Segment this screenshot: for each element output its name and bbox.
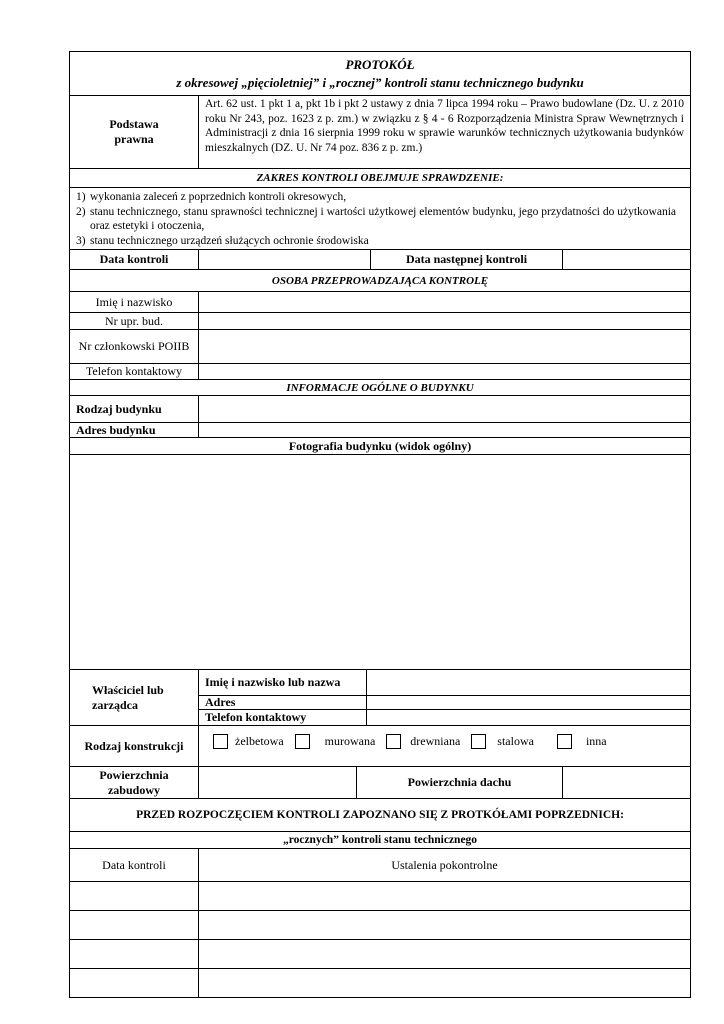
legal-basis-label: Podstawa prawna <box>70 96 199 168</box>
owner-block <box>70 670 690 726</box>
previous-heading: PRZED ROZPOCZĘCIEM KONTROLI ZAPOZNANO SIĘ Z PROTKÓŁAMI POPRZEDNICH: <box>136 809 624 821</box>
checkbox-inna[interactable] <box>557 734 572 749</box>
prev-date-cell[interactable] <box>70 882 199 910</box>
scope-heading: ZAKRES KONTROLI OBEJMUJE SPRAWDZENIE: <box>256 172 504 184</box>
table-row <box>70 911 690 940</box>
roof-area-label: Powierzchnia dachu <box>357 767 563 798</box>
inspector-heading: OSOBA PRZEPROWADZAJĄCA KONTROLĘ <box>271 274 489 287</box>
building-heading: INFORMACJE OGÓLNE O BUDYNKU <box>286 381 474 394</box>
col-control-date: Data kontroli <box>70 849 199 881</box>
table-row <box>70 969 690 998</box>
inspector-name-row <box>70 292 690 313</box>
building-address-label: Adres budynku <box>70 423 199 437</box>
prev-findings-cell[interactable] <box>199 882 690 910</box>
building-type-field[interactable] <box>199 396 690 422</box>
inspector-license-field[interactable] <box>199 313 690 329</box>
built-area-label: Powierzchnia zabudowy <box>70 767 199 798</box>
photo-heading-row <box>70 438 690 455</box>
next-control-date-field[interactable] <box>563 250 690 269</box>
building-address-field[interactable] <box>199 423 690 437</box>
inspection-protocol-form <box>69 51 691 998</box>
inspector-member-field[interactable] <box>199 330 690 363</box>
previous-table-header <box>70 849 690 882</box>
list-item: 1) wykonania zaleceń z poprzednich kontroli okresowych, <box>76 191 347 203</box>
prev-date-cell[interactable] <box>70 940 199 968</box>
control-date-field[interactable] <box>199 250 371 269</box>
scope-list <box>70 188 690 250</box>
inspector-phone-row <box>70 364 690 380</box>
legal-basis-text: Art. 62 ust. 1 pkt 1 a, pkt 1b i pkt 2 ustawy z dnia 7 lipca 1994 roku – Prawo budowlane (Dz. U. z 2010 roku Nr 243, poz. 1623 z p. zm.) w związku z § 4 - 6 Rozporządzenia Ministra Spraw Wewnętrznych i Administracji z dnia 16 sierpnia 1999 roku w sprawie warunków technicznych użytkowania budynków mieszkalnych (DZ. U. Nr 74 poz. 836 z p. zm.) <box>205 98 684 154</box>
previous-subheading: „rocznych” kontroli stanu technicznego <box>282 834 478 846</box>
photo-heading: Fotografia budynku (widok ogólny) <box>288 438 472 453</box>
inspector-license-label: Nr upr. bud. <box>70 313 199 329</box>
inspector-name-label: Imię i nazwisko <box>70 292 199 312</box>
building-address-row <box>70 423 690 438</box>
inspector-license-row <box>70 313 690 330</box>
owner-name-field[interactable] <box>367 670 690 695</box>
protocol-subtitle: z okresowej „pięcioletniej” i „rocznej” kontroli stanu technicznego budynku <box>176 74 584 90</box>
roof-area-field[interactable] <box>563 767 690 798</box>
checkbox-zelbetowa[interactable] <box>213 734 228 749</box>
inspector-member-row <box>70 330 690 364</box>
dates-row <box>70 250 690 270</box>
building-heading-row <box>70 380 690 396</box>
construction-row: Rodzaj konstrukcji żelbetowa murowana drewniana stalowa inna <box>70 726 690 767</box>
previous-heading-row <box>70 799 690 832</box>
owner-phone-field[interactable] <box>367 710 690 725</box>
protocol-title: PROTOKÓŁ <box>345 56 415 72</box>
owner-address-field[interactable] <box>367 696 690 709</box>
inspector-member-label: Nr członkowski POIIB <box>70 330 199 363</box>
inspector-name-field[interactable] <box>199 292 690 312</box>
prev-date-cell[interactable] <box>70 969 199 997</box>
legal-basis-row <box>70 96 690 169</box>
previous-subheading-row <box>70 832 690 849</box>
scope-heading-row <box>70 169 690 188</box>
prev-date-cell[interactable] <box>70 911 199 939</box>
checkbox-stalowa[interactable] <box>471 734 486 749</box>
protocol-header <box>70 52 690 96</box>
inspector-heading-row <box>70 270 690 292</box>
table-row <box>70 882 690 911</box>
inspector-phone-field[interactable] <box>199 364 690 379</box>
prev-findings-cell[interactable] <box>199 940 690 968</box>
owner-name-label: Imię i nazwisko lub nazwa <box>199 670 367 695</box>
owner-address-label: Adres <box>199 696 367 709</box>
built-area-field[interactable] <box>199 767 357 798</box>
construction-label: Rodzaj konstrukcji <box>70 726 199 766</box>
col-findings: Ustalenia pokontrolne <box>391 857 498 872</box>
owner-label: Właściciel lub zarządca <box>70 670 199 725</box>
areas-row <box>70 767 690 799</box>
control-date-label: Data kontroli <box>70 250 199 269</box>
owner-phone-label: Telefon kontaktowy <box>199 710 367 725</box>
checkbox-drewniana[interactable] <box>386 734 401 749</box>
list-item: 3) stanu technicznego urządzeń służących ochronie środowiska <box>76 234 369 247</box>
next-control-date-label: Data następnej kontroli <box>371 250 563 269</box>
checkbox-murowana[interactable] <box>295 734 310 749</box>
prev-findings-cell[interactable] <box>199 911 690 939</box>
list-item: 2) stanu technicznego, stanu sprawności technicznej i wartości użytkowej elementów budynku, jego przydatności do użytkowania oraz estetyki i otoczenia, <box>76 205 677 232</box>
inspector-phone-label: Telefon kontaktowy <box>70 364 199 379</box>
building-type-label: Rodzaj budynku <box>70 396 199 422</box>
table-row <box>70 940 690 969</box>
prev-findings-cell[interactable] <box>199 969 690 997</box>
building-type-row <box>70 396 690 423</box>
building-photo-area[interactable] <box>70 455 690 670</box>
